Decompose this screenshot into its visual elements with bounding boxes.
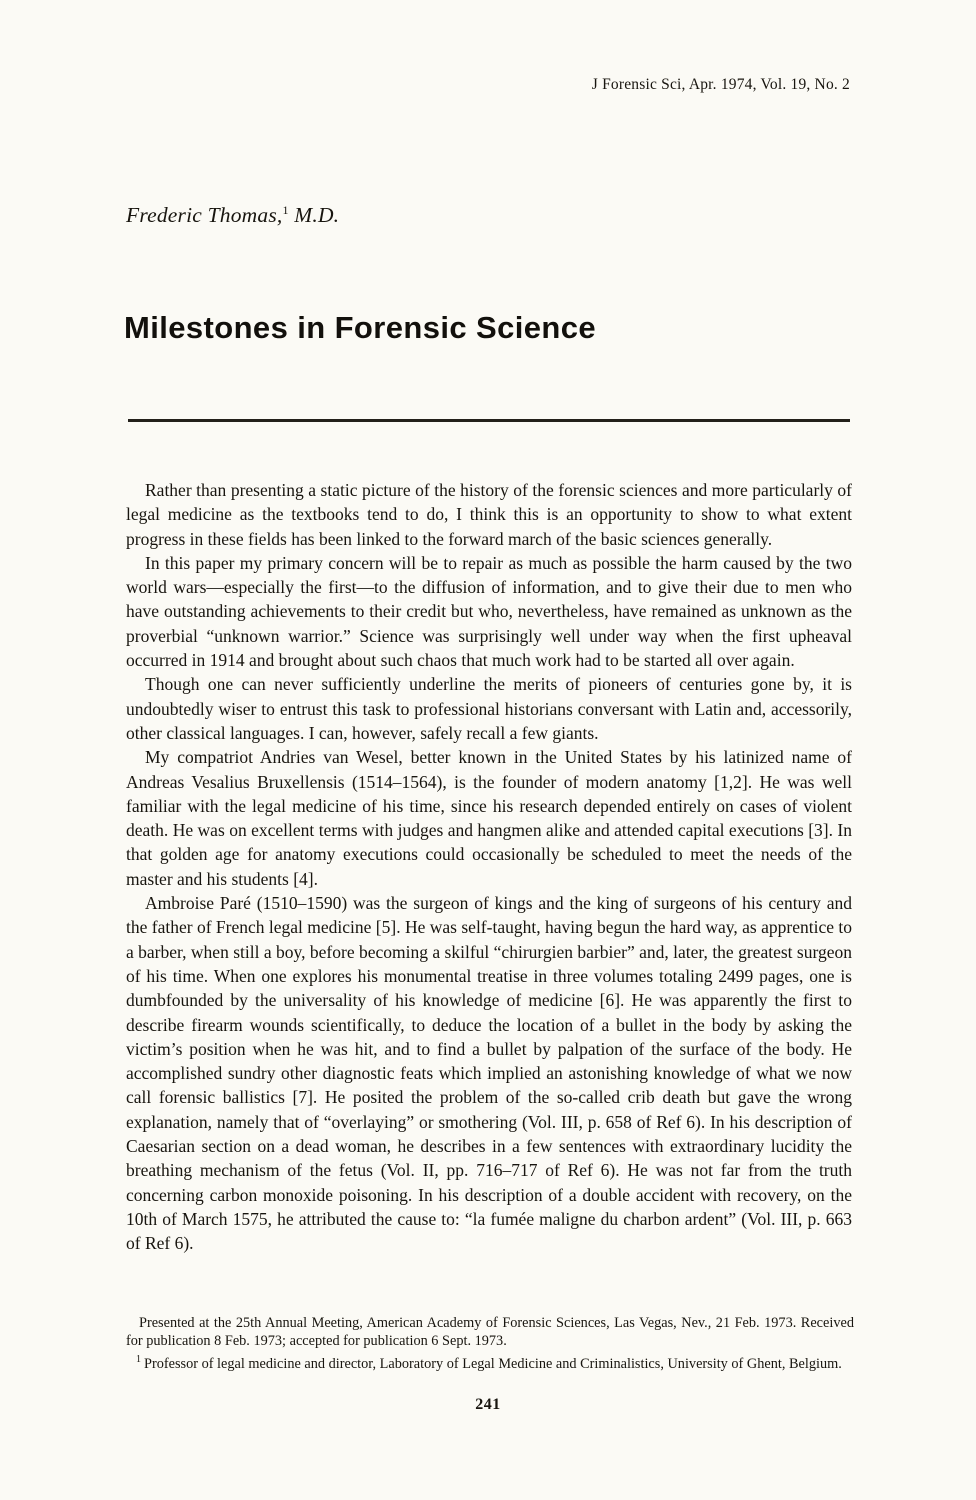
author-degree: M.D. [294, 203, 340, 228]
title-rule-divider [128, 419, 850, 422]
body-paragraph: Though one can never sufficiently underline the merits of pioneers of centuries gone by, it is undoubtedly wiser to entrust this task to professional historians conversant with Latin and, accessorily, other classical languages. I can, however, safely recall a few giants. [126, 674, 852, 743]
footnotes-block [126, 1310, 854, 1373]
footnote-affiliation [126, 1351, 854, 1373]
page-title: Milestones in Forensic Science [124, 310, 596, 345]
body-paragraph: My compatriot Andries van Wesel, better known in the United States by his latinized name of Andreas Vesalius Bruxellensis (1514–1564), is the founder of modern anatomy [1,2]. He was well familiar with the legal medicine of his time, since his research depended entirely on cases of violent death. He was on excellent terms with judges and hangmen alike and attended capital executions [3]. In that golden age for anatomy executions could occasionally be scheduled to meet the needs of the master and his students [4]. [126, 747, 852, 889]
footnote-text: Presented at the 25th Annual Meeting, American Academy of Forensic Sciences, Las Vegas, Nev., 21 Feb. 1973. Received for publication 8 Feb. 1973; accepted for publication 6 Sept. 1973. [126, 1314, 854, 1350]
page-number: 241 [475, 1396, 501, 1413]
body-paragraph: Rather than presenting a static picture of the history of the forensic sciences and more particularly of legal medicine as the textbooks tend to do, I think this is an opportunity to show to what extent progress in these fields has been linked to the forward march of the basic sciences generally. [126, 480, 852, 549]
author-name: Frederic Thomas, [126, 203, 283, 228]
author-line [126, 203, 339, 228]
body-text [126, 478, 852, 1256]
body-paragraph: Ambroise Paré (1510–1590) was the surgeon of kings and the king of surgeons of his century and the father of French legal medicine [5]. He was self-taught, having begun the hard way, as apprentice to a barber, when still a boy, before becoming a skilful “chirurgien barbier” and, later, the greatest surgeon of his time. When one explores his monumental treatise in three volumes totaling 2499 pages, one is dumbfounded by the universality of his knowledge of medicine [6]. He was apparently the first to describe firearm wounds scientifically, to deduce the location of a bullet in the body by asking the victim’s position when he was hit, and to find a bullet by palpation of the surface of the body. He accomplished sundry other diagnostic feats which implied an astonishing knowledge of what we now call forensic ballistics [7]. He posited the problem of the so-called crib death but gave the wrong explanation, namely that of “overlaying” or smothering (Vol. III, p. 658 of Ref 6). In his description of Caesarian section on a dead woman, he describes in a few sentences with extraordinary lucidity the breathing mechanism of the fetus (Vol. II, pp. 716–717 of Ref 6). He was not far from the truth concerning carbon monoxide poisoning. In his description of a double accident with recovery, on the 10th of March 1575, he attributed the cause to: “la fumée maligne du charbon ardent” (Vol. III, p. 663 of Ref 6). [126, 893, 852, 1254]
author-footnote-ref: 1 [282, 203, 289, 217]
footnote-presented [126, 1310, 854, 1351]
footnote-text: Professor of legal medicine and director, Laboratory of Legal Medicine and Criminalistics, University of Ghent, Belgium. [144, 1355, 842, 1372]
body-paragraph: In this paper my primary concern will be to repair as much as possible the harm caused by the two world wars—especially the first—to the diffusion of information, and to give their due to men who have outstanding achievements to their credit but who, nevertheless, have remained as unknown as the proverbial “unknown warrior.” Science was surprisingly well under way when the first upheaval occurred in 1914 and brought about such chaos that much work had to be started all over again. [126, 552, 852, 671]
journal-header: J Forensic Sci, Apr. 1974, Vol. 19, No. 2 [591, 76, 850, 93]
footnote-ref-marker: 1 [136, 1353, 141, 1365]
